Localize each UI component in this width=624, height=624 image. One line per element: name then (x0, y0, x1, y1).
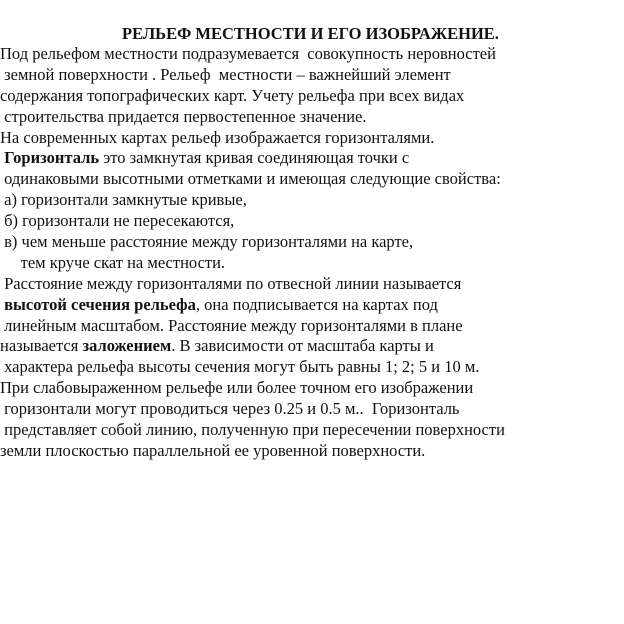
text-line (0, 128, 624, 149)
text-segment: одинаковыми высотными отметками и имеющая следующие свойства: (0, 169, 501, 189)
text-segment: характера рельефа высоты сечения могут быть равны 1; 2; 5 и 10 м. (0, 357, 480, 377)
text-line (0, 316, 624, 337)
text-line (0, 148, 624, 169)
text-segment: . В зависимости от масштаба карты и (171, 336, 434, 356)
text-line (0, 399, 624, 420)
text-segment: земной поверхности . Рельеф местности – важнейший элемент (0, 64, 451, 84)
text-line (0, 232, 624, 253)
bold-term: высотой сечения рельефа (0, 294, 196, 314)
text-segment: , она подписывается на картах под (195, 294, 438, 314)
text-segment: строительства придается первостепенное значение. (0, 106, 367, 126)
text-segment: Расстояние между горизонталями по отвесной линии называется (0, 273, 462, 293)
text-line (0, 274, 624, 295)
document-body (0, 44, 624, 462)
text-line (0, 420, 624, 441)
document-title: РЕЛЬЕФ МЕСТНОСТИ И ЕГО ИЗОБРАЖЕНИЕ. (122, 24, 499, 43)
text-line (0, 378, 624, 399)
text-line (0, 107, 624, 128)
text-segment: На современных картах рельеф изображается горизонталями. (0, 127, 435, 147)
text-line (0, 253, 624, 274)
text-segment: При слабовыраженном рельефе или более точном его изображении (0, 378, 474, 398)
text-segment: линейным масштабом. Расстояние между горизонталями в плане (0, 315, 463, 335)
text-line (0, 169, 624, 190)
text-segment: Под рельефом местности подразумевается совокупность неровностей (0, 44, 496, 63)
text-line (0, 190, 624, 211)
text-line (0, 44, 624, 65)
bold-term: Горизонталь (0, 148, 100, 168)
text-segment: содержания топографических карт. Учету рельефа при всех видах (0, 85, 465, 105)
text-segment: б) горизонтали не пересекаются, (0, 211, 235, 231)
text-line (0, 295, 624, 316)
text-segment: в) чем меньше расстояние между горизонталями на карте, (0, 232, 414, 252)
text-segment: это замкнутая кривая соединяющая точки с (99, 148, 410, 168)
text-line (0, 65, 624, 86)
bold-term: заложением (82, 336, 172, 356)
text-line (0, 211, 624, 232)
text-segment: тем круче скат на местности. (0, 252, 226, 272)
text-segment: а) горизонтали замкнутые кривые, (0, 190, 247, 210)
text-line (0, 336, 624, 357)
text-segment: горизонтали могут проводиться через 0.25 и 0.5 м.. Горизонталь (0, 399, 460, 419)
text-segment: называется (0, 336, 83, 356)
text-line (0, 357, 624, 378)
text-line (0, 86, 624, 107)
text-line (0, 441, 624, 462)
text-segment: представляет собой линию, полученную при пересечении поверхности (0, 420, 505, 440)
text-segment: земли плоскостью параллельной ее уровенной поверхности. (0, 440, 426, 460)
